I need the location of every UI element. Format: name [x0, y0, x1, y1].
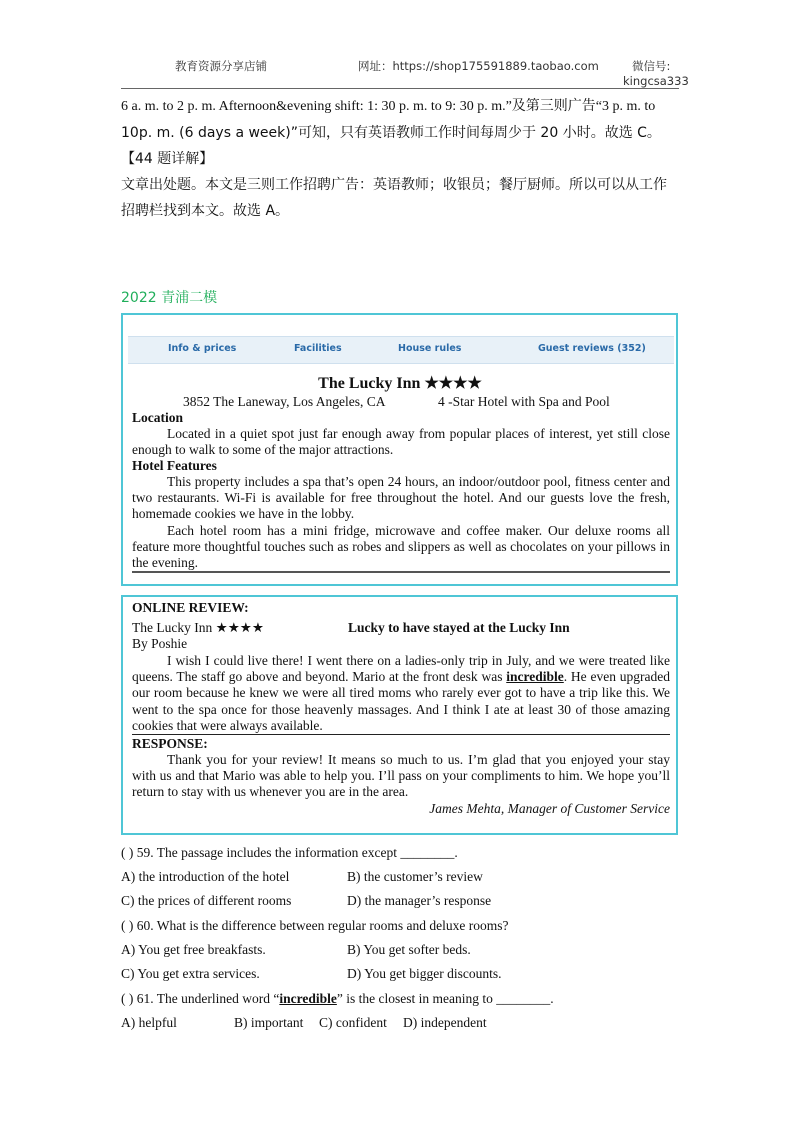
location-text: Located in a quiet spot just far enough away from popular places of interest, yet still close enough to walk to some of the major attractions.: [132, 426, 670, 458]
q61-option-b: B) important: [234, 1015, 304, 1030]
question-59: ( ) 59. The passage includes the information except ________.: [121, 845, 458, 860]
header-wechat-id: kingcsa333: [623, 74, 689, 88]
q61-option-d: D) independent: [403, 1015, 487, 1030]
intro-line: 【44 题详解】: [121, 151, 214, 167]
features-heading: Hotel Features: [132, 458, 217, 473]
intro-line: 文章出处题。本文是三则工作招聘广告：英语教师；收银员；餐厅厨师。所以可以从工作: [121, 177, 667, 193]
response-signature: James Mehta, Manager of Customer Service: [429, 801, 670, 816]
q61-text-post: ” is the closest in meaning to ________.: [336, 991, 554, 1006]
hotel-bottom-rule: [132, 571, 670, 573]
review-text-before: I wish I could live there! I went there on a ladies-only trip in July, and we were treated like queens. The staff go above and beyond. Mario at the front desk was: [132, 653, 670, 685]
q60-option-d: D) You get bigger discounts.: [347, 966, 502, 981]
q60-option-a: A) You get free breakfasts.: [121, 942, 266, 957]
intro-line: 6 a. m. to 2 p. m. Afternoon&evening shift: 1: 30 p. m. to 9: 30 p. m.”及第三则广告“3 p. m. to: [121, 99, 656, 114]
tab-facilities[interactable]: Facilities: [294, 343, 342, 354]
header-shop: 教育资源分享店铺: [175, 59, 267, 73]
review-divider: [132, 734, 670, 735]
review-heading: ONLINE REVIEW:: [132, 600, 249, 615]
question-61: [121, 991, 554, 1007]
underlined-word: incredible: [506, 669, 564, 685]
review-byline: By Poshie: [132, 636, 188, 651]
header-url[interactable]: 网址：https://shop175591889.taobao.com: [358, 59, 599, 73]
review-text-after: . He even upgraded our room because he knew we were all tired moms who rarely ever got to have a trip like this. We went to the spa once for those heavenly massages. And I think I ate at least 30 of those amazing cookies that were always available.: [132, 669, 670, 733]
tab-house-rules[interactable]: House rules: [398, 343, 462, 354]
intro-block: [121, 94, 681, 224]
review-headline: Lucky to have stayed at the Lucky Inn: [348, 620, 570, 635]
q60-option-c: C) You get extra services.: [121, 966, 260, 981]
review-text: [132, 653, 670, 734]
location-heading: Location: [132, 410, 184, 425]
hotel-address: 3852 The Laneway, Los Angeles, CA: [183, 394, 386, 409]
section-label: 2022 青浦二模: [121, 290, 218, 306]
q59-option-d: D) the manager’s response: [347, 893, 492, 908]
features-paragraph-1: This property includes a spa that’s open 24 hours, an indoor/outdoor pool, fitness center and two restaurants. Wi-Fi is available for free throughout the hotel. And our guests love the fresh, homemade cookies we have in the lobby.: [132, 474, 670, 522]
hotel-title: The Lucky Inn ★★★★: [318, 375, 482, 392]
tab-guest-reviews[interactable]: Guest reviews (352): [538, 343, 646, 354]
q61-option-c: C) confident: [319, 1015, 387, 1030]
question-60: ( ) 60. What is the difference between regular rooms and deluxe rooms?: [121, 918, 509, 933]
header-wechat-label: 微信号:: [632, 59, 671, 73]
tab-info-prices[interactable]: Info & prices: [168, 343, 237, 354]
review-inn: The Lucky Inn ★★★★: [132, 620, 265, 635]
hotel-tab-bar: [128, 336, 674, 364]
q59-option-b: B) the customer’s review: [347, 869, 483, 884]
intro-line: 10p. m. (6 days a week)”可知，只有英语教师工作时间每周少于 20 小时。故选 C。: [121, 125, 661, 141]
q61-text-pre: ( ) 61. The underlined word “: [121, 991, 280, 1006]
q59-option-c: C) the prices of different rooms: [121, 893, 292, 908]
intro-line: 招聘栏找到本文。故选 A。: [121, 203, 290, 219]
q60-option-b: B) You get softer beds.: [347, 942, 471, 957]
hotel-rating: 4 -Star Hotel with Spa and Pool: [438, 394, 610, 409]
response-text: Thank you for your review! It means so much to us. I’m glad that you enjoyed your stay with us and that Mario was able to help you. I’ll pass on your compliments to him. We hope you’ll return to stay with us whenever you are in the area.: [132, 752, 670, 800]
features-paragraph-2: Each hotel room has a mini fridge, microwave and coffee maker. Our deluxe rooms all feature more thoughtful touches such as robes and slippers as well as chocolates on your pillows in the evening.: [132, 523, 670, 571]
response-heading: RESPONSE:: [132, 736, 208, 751]
q61-underlined-word: incredible: [279, 991, 337, 1006]
header-divider: [121, 88, 679, 89]
q61-option-a: A) helpful: [121, 1015, 177, 1030]
q59-option-a: A) the introduction of the hotel: [121, 869, 290, 884]
